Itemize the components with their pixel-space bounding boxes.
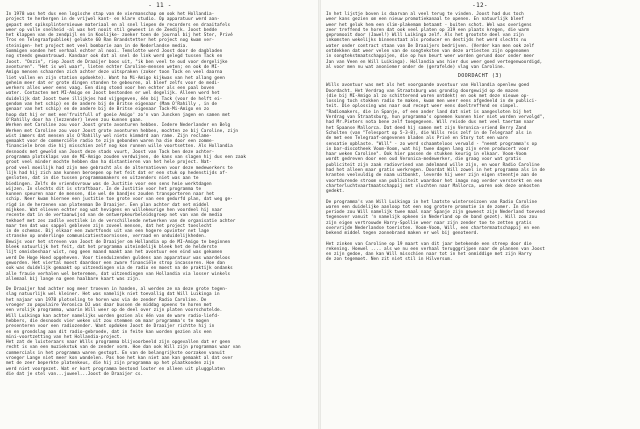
paragraph: Werken met Caroline zou voor Joost grote avonturen hebben. Iedere Nederlander en Belg Werken met Caroline zou voor Joost grote avonturen hebben, mochten ze bij Caroline, zijn wist immers dat mensen als O'Rahilly wel niets kimmdrd aan rame. Zijn reclame- gemaakt voor de commerciële radio te zijn gebonden waren ha die door een zomme- financiele bron die hij misschien zelf nog kon runnen wille voortsetten. Als Hollandia desnoods met geweld van Joost deze stads vuurt, Joost van Tack ben deze achter- programma plotsklaps van de MI-Amigo zouden verdwijnen, de kans van slagen hij dus een zaak groot veel minder mochte hebben dan ha distantieren van het hele project. Nat- prod veel moeilijk had zijn mee gebracht als de alternatieven voor deze medewerkers te lijk had hij zich aan kunnen beroepen op het feit dat er een stuk op hedenstijds af- gesloten, dat in die tussen programmamakers en uitzenders niet was aan te biedingen. Zelfs de vriendsvrouw was de Justitie voor een sens heie werktdagen wijzen. In slechts dit is straftbaar. In de Justitie voor het programma te kunnen speuren naar de mensen, die wel de bandjes zouden transporteren naar het schip. Neer kwam hiernee een justitie toe grote voor van een gedurfd plan, dat weg ge- rigd in de herzenen van platenman De Draaijer. Een plan achter dat net middel mijkken. Wat elieven echter nog wat hevigens en willekeurige hen voordeel hij naar recente dat in de vertaanwijsd van de ontwerpkeurbeleidsgroep net van van de media tekhoef met zes zadlle vestilek in de verschillende netwerken van de organisatie achter maar ten dat was sappel gebleven zijn zoveel mensen, dat het project toeslecht in de schemas. Bij elkaar een zwartfonds uit van een hogere opvinter net lage stranske op onderlinge communicatiestoornissen, verraad en onduidelijkheden. [6, 123, 246, 240]
paragraph: Het zinken van Caroline op 19 maart van dit jaar betekende een streep door die rekening. Hoewel .... als we nu een verhaal terugggrijpen naar de plannen van Joost en zijn gedoe, dan kan Will misschien naar tot in het onmiddige met zijn Harry de zon tegemoet. Nen zit niet stil in Hilversum. [326, 241, 545, 263]
left-page [6, 2, 314, 427]
paragraph: De programma's van Will Luikinga in het laatste winterseizoen van Radio Caroline waren een duidelijke aanloop tot een nog grotere promotie in de zomer. In die periode zou Will namelijk twee maal naar Spanje zijn geweest zijn Nederland toevend tegenover vanuit 'n namelijk opkeen in Nederland op de band gezet). Will zou zou zijn eigen vertrouwde Harry-Spollie weer naar zijn zender toe te zetten gratis overvrijde Nederlandse toeristen. Voom-Voom, Will, een chartermaatschappij en een bekend middel tegen zonnebrand maken er wel bij genoteerd. [326, 199, 545, 237]
page-fold [318, 0, 321, 429]
paragraph: Sommigen vonden het verhaal echter al nooi. Temslotte werd Joost door de dagbladen nog steeds gewantrouwd. Kandaar ook dat al snel de link werd gelegd tussen Tack en Joost. "Onzin", riep Joost de Draaijer boos uit, "ik ben veel te oud voor dergelijke avonturen". "Het is wel waar", lieten echter Caroline-mensen weten; en ook de MI- Amigo mensen schaarden zich achter deze uitspraken (zoker toon Tack en veel daarna liet vallen en zijn station opdoekte). Want ha Mi-Amigo kijkwas van het allang geen geheim meer dat er grote dingen stonden te gebeuren, al bleef zelfs voor de medi- werkers alles weer eens vaag. Een ding stond voor hen echter als een paal boven water. Contacten met MI-Amigo en Joost bestonden er wel degelijk. Alleen werd het duidelijk dat Joost twee illijkjes had vijgegeven, één bij Tack (voor de helft ei- gendom van het schip) en de andere bij de Britse eigenaar (Mam O'Rahilly , in de genaar van het schip) en de andere bij de Britse eigenaar Tack-Mi-Amigo en zo hoop dat hij er met een'fruitfull of goeie Amigo' zo'n van Juncken jagen en samen met O'Rahilly door ha (lezzender) leven zou kunnen gaan. [6, 49, 231, 123]
paragraph: Bewijs voor het streven van Joost de Draaijer om Hollandia op de MI-Amigo te beginnen bleek natuurlijk het feit, dat het programma uiteindelijk bleek het de helderste lijt omnisbeshaar wist, nog geen maand maakt aan het avontuur een eind was gekomen werd De Hoge Hoed opgeheven. Voor tienduizenden guldens aan apparatuur was waardeloos geworden. Het viertal moest daardoor een zware financiële strop incasseren. Hoe dan ook was duidelijk gemaakt op uitzendingen via de radio en moest na de praktijk ondanks alle frauie verhalen wel beteremen, dat uitzendingen van Hollandia via losser winkels allemaal bij lange na geen haalbare kaart was zijn. [6, 239, 233, 282]
paragraph: In het lijstje boven is daarvan al veel terug te vinden. Joost had dus toch weer kans gezien om een nieuw promotiekanaal te openen. En natuurlijk bleef weer het geluk hem een slim-plakemam betaamt - buiten schot. Wel was overigens zeer treffend te horen dat ook veel platen op 319 een plaats kregen, die warm gepromooit door (Jawel!) Will Luikinga zelf. Als het grootste deel van zijn inkomsten wekelijks binnenstaat als producer en destijds het werd slechts nu water onder contract staan van De Draaijers bedrijven. (Verder kan men ook zelf ontdekken dat weer velen van de songteksten van deze artiesten zijn opgenomen in songtekstmaatschappijen, die op hun beurt weer worden gerund door onder meer Jan van Veen en Will Luikinga). Hollandia was hier dus weer goed vertegenwoordigd, al voor men nu wat anoniemer onder de (gerafelde) vlag van Caroline. [326, 12, 543, 70]
paragraph: In 1978 was het dus een logische stap van de viermanschap om ook het Hollandia- project te herbergen in de vrijwel kant- en klare studio. Op apparatuur werd aan- gepast met spiksplinternieuwe materiaal en al snel liepen de recorders en draaitafels weer op volle snelheid -al was het nooit stil geweest in de Zeedijk. Joost bedde het klappen van de zendpijl en in Koolijke- zoeker toen de journal bij het Ster, Privé Tros en Telegraafpubliek) gelukte 60 Ran Brandstetter het project nog kwam ver- steinigen- het project met veel bombarie aan in de Nederlandse media. [6, 12, 233, 49]
page-number: -12- [472, 2, 488, 9]
right-page [326, 2, 634, 427]
page-number: - 11 - [148, 2, 172, 9]
paragraph: Wills avontuur was met als het voorgaande avontuur van Hollandia openlew goed Doordacht. Het Verdrag van Straatsburg was grondig doorgewijd op de mazen (die bij MI-Amigo al zo schitterend waren ontdekt) en ook met deze nieuwe op- lossing toch stokken radio te maken, kwam men weer eens afgedeeld in de publici- teit. Die oplossing was naar oud recept weer eens doeltreffend en simpel. "Radiomakers, die in Spanje, of een ander land dat niet is aangesloten bij het Verdrag van Straatsburg, hun programma's opnemen kunnen hier niet worden vervolgd", had Mr.Pieters nota bene zelf toegegeven. Will reisde dus met veel taertam naar het Spaanse Mallorca. Dat deed hij samen met zijn Veronica-vriend Berry Zand Scholten (van "Telesport op 5-3-8), die Wills reis zelf in de Telegraaf als in de met een Telegraaf-ongevenen bladen als Privé en Story tot een ware sensatie opblaste. "Will" - zo werd schaamteloos verwald - "neemt programma's op in bar-discotheek Voom-Voom, wat hij twee dagen lang zijn eren producert voor haar weken Caroline". Ook hier passen de stukken keurig in elkaar. Voom-Voom wordt gedreven door een oud Veronica-medewerker, die graag voor wat gratis publiciteit zijn zaak radiovriend van adelmand wille zijn, en woor Radio Caroline had het alleen maar gratis werkregen. Doordat Will zowel in het programma als in de kranten veelvuldig de naam uitbonkt, leverde hij weer zijn eigen steentje aan de voortdurende stroom van publiciteit waardoor het imago nog verder versterkt en een charterluchtvaartmaatschappij met vluchten naar Mallorca, waren ook deze onkosten gedekt. [326, 83, 545, 195]
paragraph: Het zat de luisteraars naar Wills programma blijvoorbeeld zijn opgevallen dat er geen recht is van een muziekstuk van de zender vorm. Hoe dan ook Will zijn programmas waar van commercials in het programma waren gestopt. En van de belangrijkste oorzaken vanuit vroeger Lange niet meer kon wandelen. Pas hoe het kan niet aan kan gemaakt al dat over met de zeer beperkte platenkeus, die hij zijn programma op het plaatkonden zijn werd niet voorgezet. Wat er kort programma bestond louter en alleen uit pluggplaten die dat je stel van...juweel...Joost de Draaijer cs. [6, 340, 241, 377]
section-heading: DOORDACHT (3) [457, 73, 503, 80]
paragraph: De Draaijer had achter nog meer troeven in handen, al werden ze na deze grote tegen- slag natuurlijk wel kleiner. Het was namelijk niet toevallig dat Will Luikinga in het najaar van 1978 plotseling te horen was via de zender Radio Caroline. De vroeger zo populaire Veronica DJ was daar bussen de middag opeens te horen met een vrolijk programma, waarin Will weer op de deel over zijn platen voorschotelde. Will Luikinga kan achter namelijks worden gezien als één van de ware radio-liefd- hebbers, die desnoods vier weken uit zou stemmen om maar programma's te mogen presenteren voor een radiozender. Want opdoken Joost de Draaijer richtte hij in en en grondslag aan dit radio-gebroede, dat in feite kan worden gezien als een mini-voortzetting van het Hollandia-project. [6, 287, 228, 340]
